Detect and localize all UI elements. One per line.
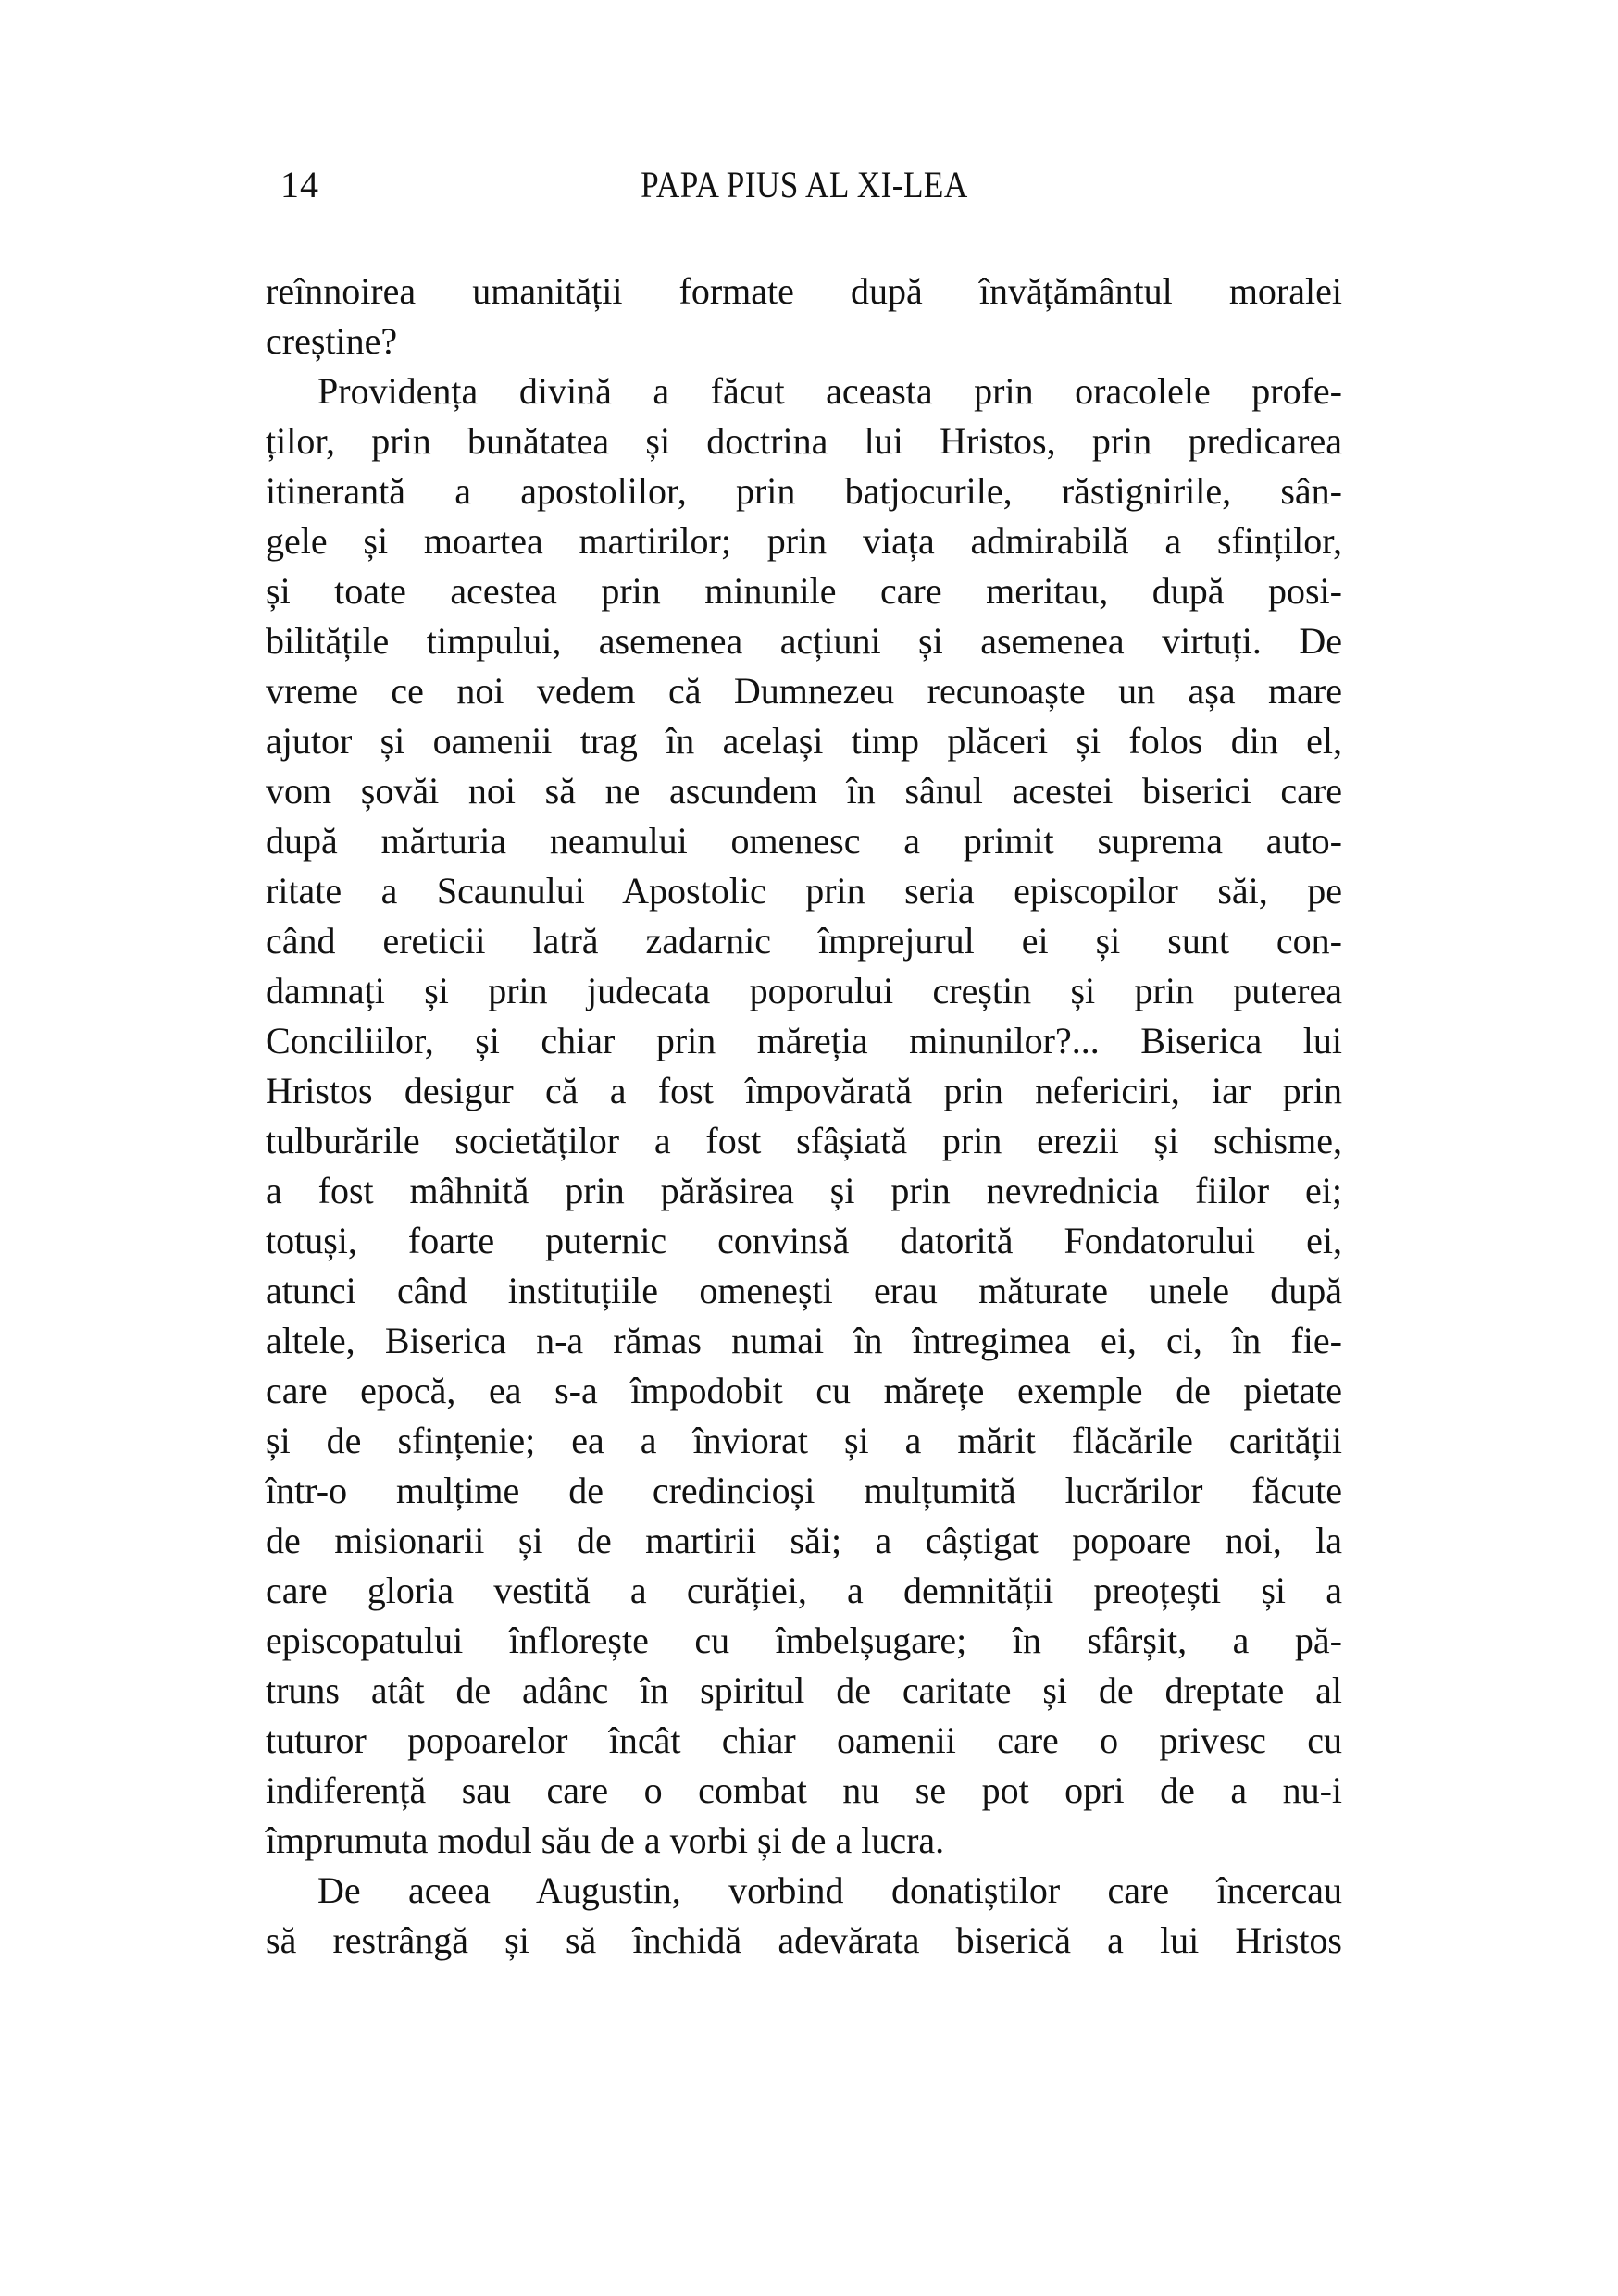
text-line: care epocă, ea s-a împodobit cu mărețe exemple de pietate [266, 1370, 1342, 1411]
text-line: a fost mâhnită prin părăsirea și prin nevrednicia fiilor ei; [266, 1170, 1342, 1211]
text-line: truns atât de adânc în spiritul de caritate și de dreptate al [266, 1669, 1342, 1711]
text-line: ajutor și oamenii trag în același timp plăceri și folos din el, [266, 720, 1342, 762]
text-line: când ereticii latră zadarnic împrejurul ei și sunt con- [266, 920, 1342, 962]
text-line: și toate acestea prin minunile care meritau, după posi- [266, 570, 1342, 612]
text-line: gele și moartea martirilor; prin viața admirabilă a sfinților, [266, 520, 1342, 562]
paragraph [266, 366, 1342, 1866]
text-line: într-o mulțime de credincioși mulțumită lucrărilor făcute [266, 1470, 1342, 1511]
text-line: creștine? [266, 320, 398, 362]
text-line: reînnoirea umanității formate după învățământul moralei [266, 270, 1342, 312]
text-line: să restrângă și să închidă adevărata biserică a lui Hristos [266, 1919, 1342, 1961]
text-line: care gloria vestită a curăției, a demnității preoțești și a [266, 1570, 1342, 1611]
paragraph [266, 1866, 1342, 1966]
text-line: bilitățile timpului, asemenea acțiuni și asemenea virtuți. De [266, 620, 1342, 662]
text-line: ritate a Scaunului Apostolic prin seria episcopilor săi, pe [266, 870, 1342, 912]
text-line: Providența divină a făcut aceasta prin oracolele profe- [317, 370, 1342, 412]
text-line: de misionarii și de martirii săi; a câștigat popoare noi, la [266, 1520, 1342, 1561]
text-line: după mărturia neamului omenesc a primit suprema auto- [266, 820, 1342, 862]
text-line: itinerantă a apostolilor, prin batjocurile, răstignirile, sân- [266, 470, 1342, 512]
text-line: damnați și prin judecata poporului creștin și prin puterea [266, 970, 1342, 1011]
text-line: tulburările societăților a fost sfâșiată prin erezii și schisme, [266, 1120, 1342, 1161]
paragraph [266, 267, 1342, 366]
text-line: episcopatului înflorește cu îmbelșugare; în sfârșit, a pă- [266, 1620, 1342, 1661]
text-line: atunci când instituțiile omenești erau măturate unele după [266, 1270, 1342, 1311]
page-header [266, 164, 1342, 207]
text-line: altele, Biserica n-a rămas numai în întregimea ei, ci, în fie- [266, 1320, 1342, 1361]
text-line: totuși, foarte puternic convinsă datorită Fondatorului ei, [266, 1220, 1342, 1261]
text-line: De aceea Augustin, vorbind donatiștilor care încercau [317, 1869, 1342, 1911]
text-line: și de sfințenie; ea a înviorat și a mărit flăcările carității [266, 1420, 1342, 1461]
text-line: tuturor popoarelor încât chiar oamenii care o privesc cu [266, 1719, 1342, 1761]
text-line: vreme ce noi vedem că Dumnezeu recunoaște un așa mare [266, 670, 1342, 712]
text-line: vom șovăi noi să ne ascundem în sânul acestei biserici care [266, 770, 1342, 812]
text-line: Conciliilor, și chiar prin măreția minunilor?... Biserica lui [266, 1020, 1342, 1061]
text-line: Hristos desigur că a fost împovărată prin nefericiri, iar prin [266, 1070, 1342, 1111]
running-title-text: PAPA PIUS AL XI-LEA [640, 164, 968, 205]
running-title [266, 164, 1342, 205]
text-line: împrumuta modul său de a vorbi și de a lucra. [266, 1819, 945, 1861]
text-line: indiferență sau care o combat nu se pot opri de a nu-i [266, 1769, 1342, 1811]
text-line: ților, prin bunătatea și doctrina lui Hristos, prin predicarea [266, 420, 1342, 462]
page-number: 14 [280, 164, 319, 205]
text-block [266, 267, 1342, 1966]
